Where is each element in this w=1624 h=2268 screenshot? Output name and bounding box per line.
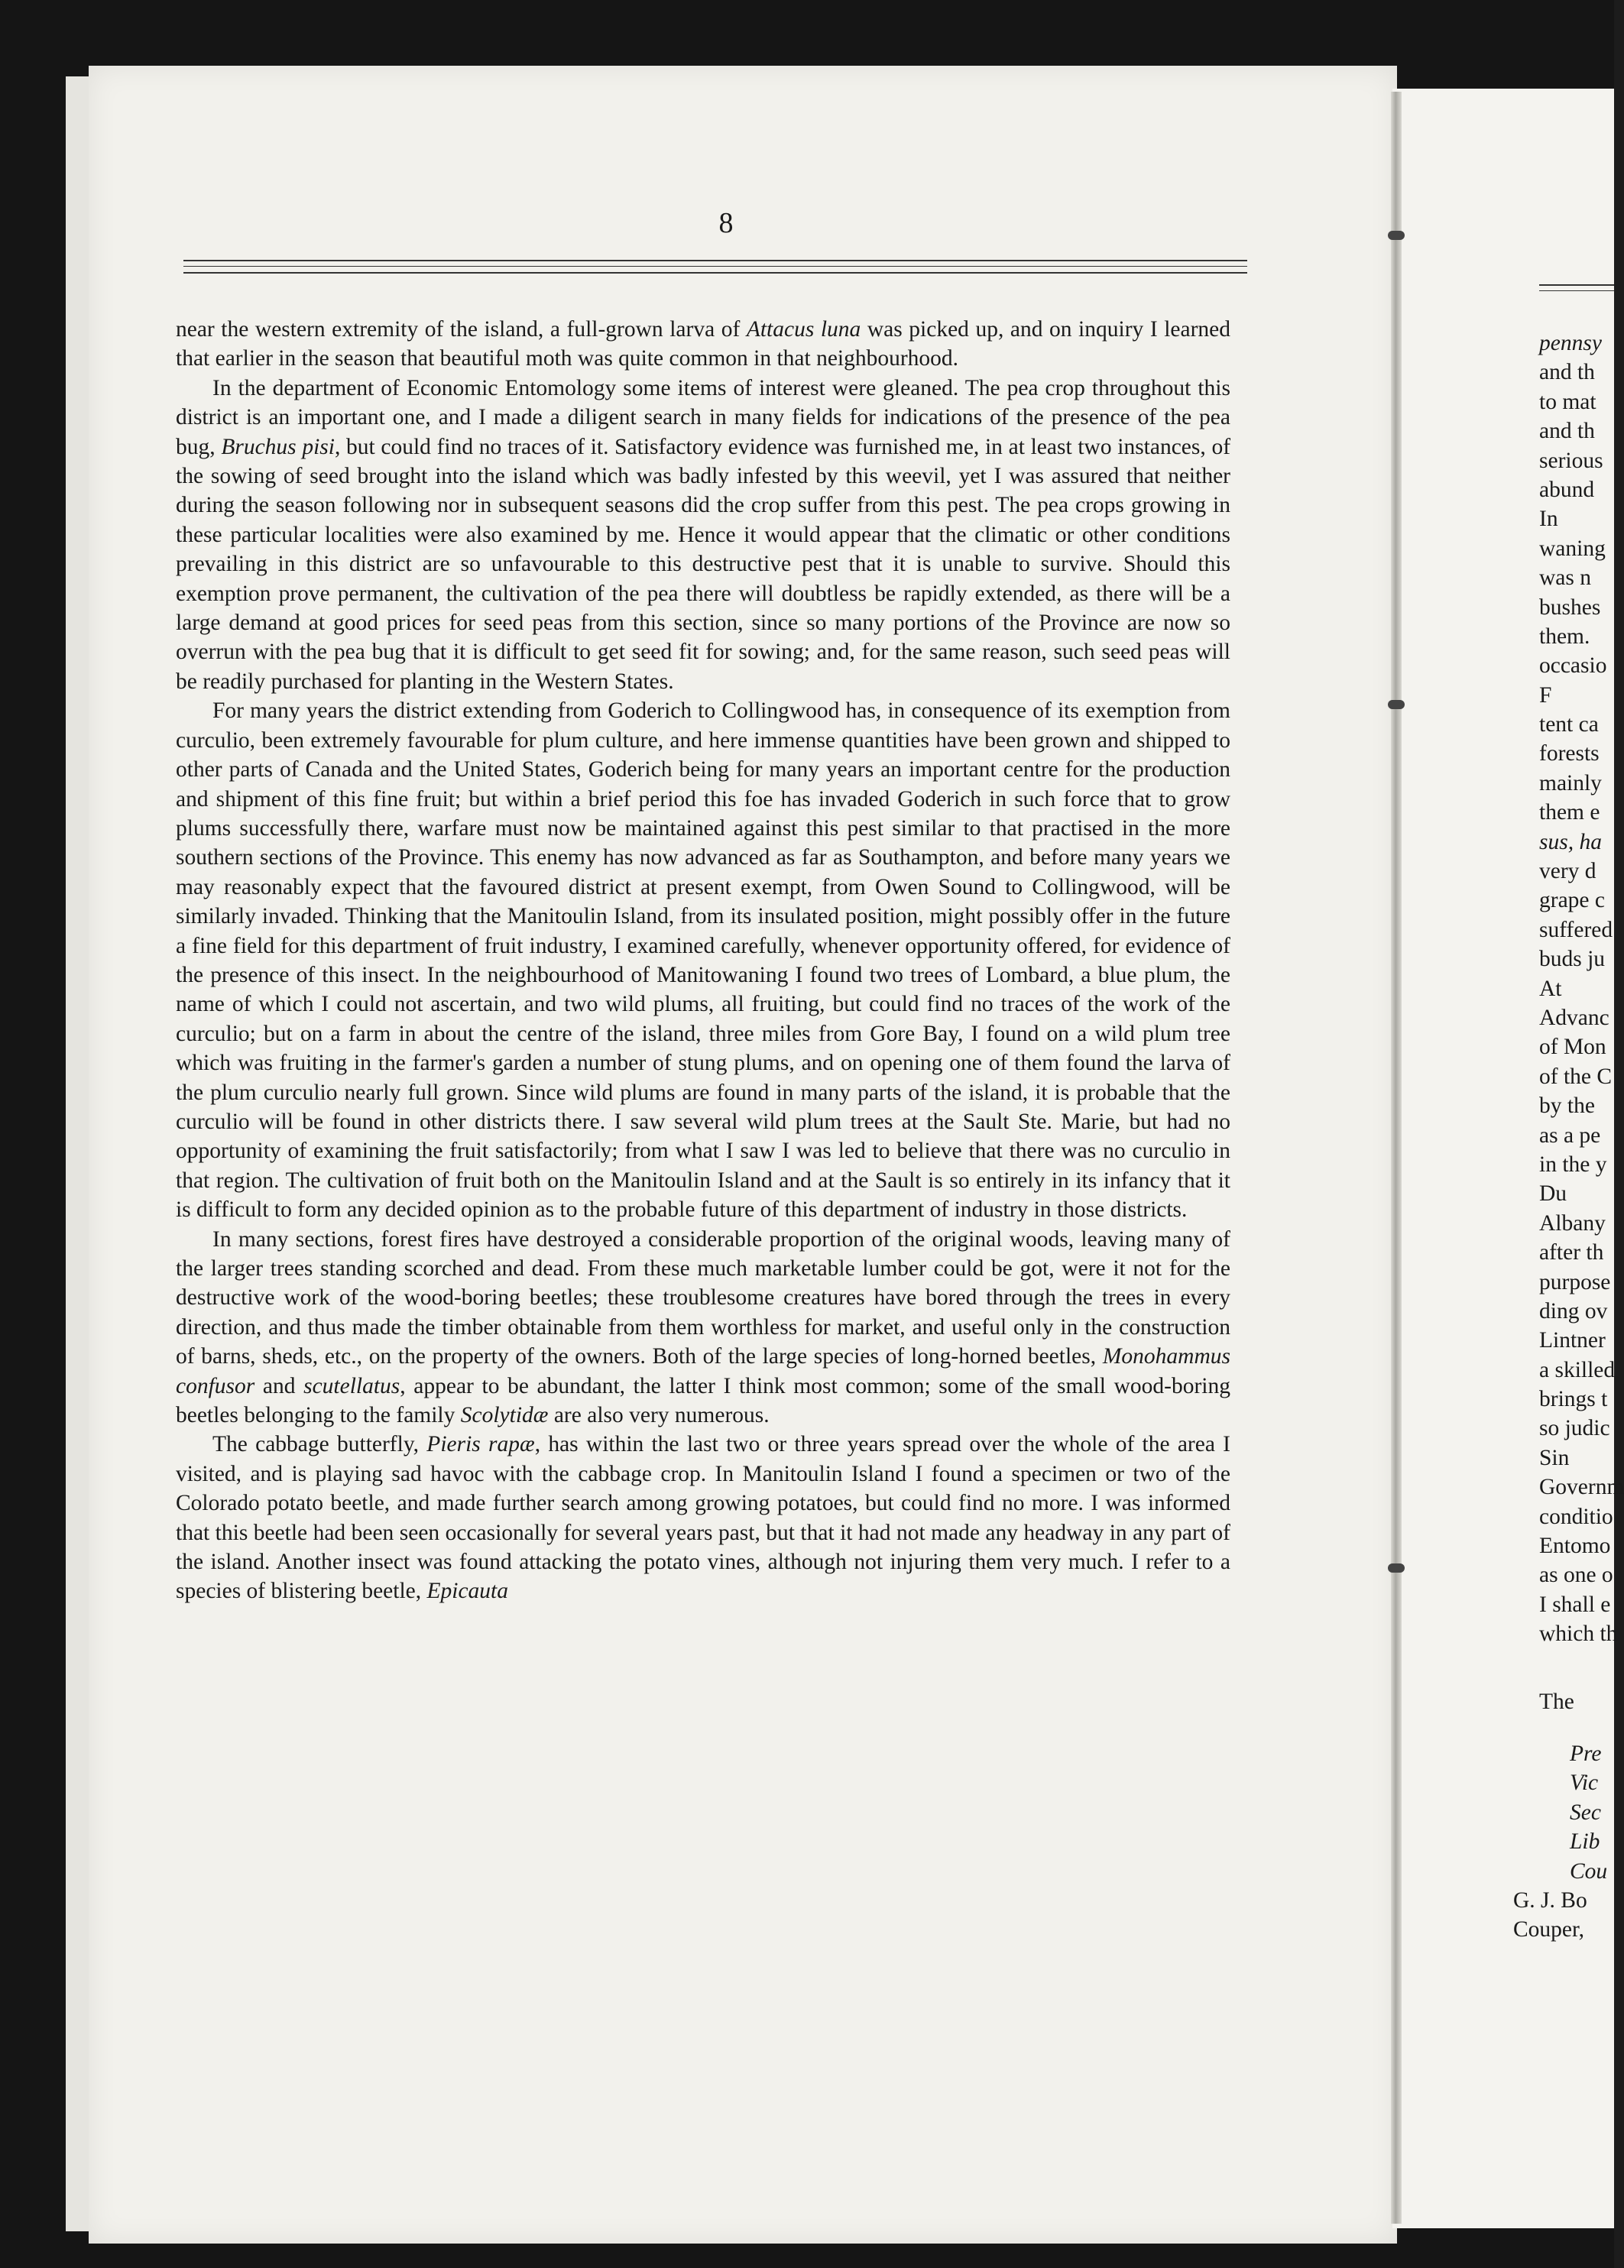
italic-term: Scolytidæ (460, 1403, 549, 1428)
right-page-line: Du (1539, 1181, 1567, 1207)
right-page-line: Entomo (1539, 1534, 1611, 1559)
right-page-line: Sin (1539, 1445, 1570, 1470)
right-page-line: suffered (1539, 917, 1613, 942)
right-page-line: of the C (1539, 1064, 1613, 1089)
right-page-line: bushes (1539, 595, 1601, 620)
right-page-line: tent ca (1539, 712, 1599, 737)
text-run: and (254, 1373, 304, 1398)
text-run: are also very numerous. (548, 1403, 770, 1428)
right-page-line: so judic (1539, 1416, 1610, 1441)
right-page-line: sus, ha (1539, 829, 1602, 854)
right-page-line: brings t (1539, 1387, 1608, 1412)
paragraph (176, 1225, 1230, 1430)
paragraph (176, 1430, 1230, 1605)
right-page-line: as a pe (1539, 1123, 1601, 1148)
right-page-line: waning (1539, 536, 1606, 561)
right-page-line: in the y (1539, 1152, 1607, 1177)
text-run: , appear to be abundant, the latter I think most common; some of the small wood-boring beetles belonging to the family (176, 1373, 1230, 1428)
right-page-line: Lintner (1539, 1328, 1606, 1353)
right-page-heading: The (1539, 1689, 1574, 1714)
paragraph (176, 696, 1230, 1224)
book-spine (1391, 92, 1402, 2224)
right-header-rule (1539, 290, 1614, 291)
right-page-line: At (1539, 976, 1562, 1001)
right-page-line: purpose (1539, 1269, 1611, 1294)
right-page-text (1513, 329, 1624, 1945)
paragraph (176, 374, 1230, 696)
text-run: , has within the last two or three years spread over the whole of the area I visited, and is playing sad havoc with the cabbage crop. In Manitoulin Island I found a specimen or two of the Colorado potato beetle, and made further search among growing potatoes, but could find no more. I was informed that this beetle had been seen occasionally for several years past, but that it had not made any headway in any part of the island. Another insect was found attacking the potato vines, although not injuring them very much. I refer to a species of blistering beetle, (176, 1432, 1231, 1604)
italic-term: Bruchus pisi (221, 434, 335, 459)
officer-name: G. J. Bo (1513, 1887, 1587, 1913)
right-page-line: which th (1539, 1622, 1618, 1647)
right-page-line: I shall e (1539, 1592, 1611, 1617)
binding-stitch (1388, 1563, 1405, 1573)
right-page-line: grape c (1539, 888, 1605, 913)
right-page-line: occasio (1539, 653, 1607, 679)
right-page-line: of Mon (1539, 1035, 1606, 1060)
right-page-line: a skilled (1539, 1357, 1616, 1382)
officer-title: Vic (1570, 1771, 1599, 1796)
header-rule (183, 272, 1247, 274)
page-stack-edge (66, 76, 92, 2231)
right-page-line: and th (1539, 419, 1595, 444)
binding-stitch (1388, 700, 1405, 709)
right-page-line: Advanc (1539, 1005, 1609, 1030)
header-rule (183, 266, 1247, 267)
header-rule (183, 260, 1247, 261)
right-page-line: ding ov (1539, 1298, 1608, 1324)
officer-title: Cou (1570, 1858, 1608, 1884)
right-page-line: them e (1539, 800, 1600, 825)
right-page-line: forests (1539, 741, 1600, 766)
italic-term: Pieris rapæ (426, 1432, 535, 1457)
spacer (1539, 1716, 1614, 1739)
right-page-line: In (1539, 507, 1558, 532)
text-run: The cabbage butterfly, (212, 1432, 427, 1457)
right-header-rule (1539, 284, 1614, 286)
text-run: In many sections, forest fires have destroyed a considerable proportion of the original woods, leaving many of the larger trees standing scorched and dead. From these much marketable lumber could be got, were it not for the destructive work of the wood-boring beetles; these troublesome creatures have bored through the trees in every direction, and thus made the timber obtainable from them worthless for market, and useful only in the construction of barns, sheds, etc., on the property of the owners. Both of the large species of long-horned beetles, (176, 1226, 1230, 1369)
italic-term: Attacus luna (746, 317, 861, 342)
body-text (176, 315, 1230, 1606)
text-run: near the western extremity of the island, a full-grown larva of (176, 317, 747, 342)
right-page-line: pennsy (1539, 331, 1602, 355)
right-page-line: was n (1539, 565, 1592, 591)
officer-title: Pre (1570, 1741, 1602, 1766)
right-page-line: F (1539, 682, 1552, 708)
text-run: For many years the district extending from Goderich to Collingwood has, in consequence of its exemption from curculio, been extremely favourable for plum culture, and here immense quantities have been grown and shipped to other parts of Canada and the United States, Goderich being for many years an important centre for the production and shipment of this fine fruit; but within a brief period this foe has invaded Goderich in such force that to grow plums successfully there, warfare must now be maintained against this pest similar to that practised in the more southern sections of the Province. This enemy has now advanced as far as Southampton, and before many years we may reasonably expect that the favoured district at present exempt, from Owen Sound to Collingwood, will be similarly invaded. Thinking that the Manitoulin Island, from its insulated position, might possibly offer in the future a fine field for this department of fruit industry, I examined carefully, whenever opportunity offered, for evidence of the presence of this insect. In the neighbourhood of Manitowaning I found two trees of Lombard, a blue plum, the name of which I could not ascertain, and two wild plums, all fruiting, but could find no traces of the work of the curculio; but on a farm in about the centre of the island, three miles from Gore Bay, I found on a wild plum tree which was fruiting in the farmer's garden a number of stung plums, and on opening one of them found the larva of the plum curculio nearly full grown. Since wild plums are found in many parts of the island, it is probable that the curculio will be found in other districts there. I saw several wild plum trees at the Sault Ste. Marie, but had no opportunity of examining the fruit satisfactorily; from what I saw I was led to believe that there was no curculio in that region. The cultivation of fruit both on the Manitoulin Island and at the Sault is so entirely in its infancy that it is difficult to form any decided opinion as to the probable future of this department of industry in those districts. (176, 698, 1230, 1223)
text-run: In the department of Economic Entomology some items of interest were gleaned. The pea crop throughout this district is an important one, and I made a diligent search in many fields for indications of the presence of the pea bug, (176, 375, 1230, 459)
italic-term: Epicauta (426, 1579, 509, 1604)
right-page-line: Albany (1539, 1210, 1606, 1236)
right-page-line: Governm (1539, 1475, 1624, 1500)
italic-term: scutellatus (303, 1373, 400, 1398)
right-page-line: serious (1539, 448, 1603, 473)
spacer (1539, 1649, 1614, 1672)
italic-term: Monohammus confusor (176, 1344, 1230, 1398)
right-page-line: abund (1539, 477, 1595, 502)
officer-title: Sec (1570, 1800, 1601, 1825)
right-page-line: to mat (1539, 389, 1596, 414)
right-page-line: buds ju (1539, 947, 1606, 972)
officer-name: Couper, (1513, 1917, 1585, 1942)
text-run: , but could find no traces of it. Satisfactory evidence was furnished me, in at least two instances, of the sowing of seed brought into the island which was badly infested by this weevil, yet I was assured that neither during the season following nor in subsequent seasons did the crop suffer from this pest. The pea crops growing in these particular localities were also examined by me. Hence it would appear that the climatic or other conditions prevailing in this district are so unfavourable to this destructive pest that it is unable to survive. Should this exemption prove permanent, the cultivation of the pea there will doubtless be rapidly extended, as there will be a large demand at good prices for seed peas from this section, since so many portions of the Province are now so overrun with the pea bug that it is difficult to get seed fit for sowing; and, for the same reason, such seed peas will be readily purchased for planting in the Western States. (176, 434, 1231, 694)
right-page-line: mainly (1539, 770, 1602, 795)
text-run: was picked up, and on inquiry I learned that earlier in the season that beautiful moth was quite common in that neighbourhood. (176, 317, 1230, 371)
paragraph (176, 315, 1230, 374)
right-page-line: after th (1539, 1240, 1604, 1265)
right-page-line: by the (1539, 1094, 1595, 1119)
binding-stitch (1388, 231, 1405, 240)
right-page-line: as one o (1539, 1563, 1613, 1588)
right-page-line: very d (1539, 859, 1596, 884)
right-page-line: conditio (1539, 1504, 1613, 1529)
right-page-line: them. (1539, 624, 1590, 649)
officer-title: Lib (1570, 1829, 1600, 1855)
page-number: 8 (718, 207, 734, 239)
right-page-line: and th (1539, 360, 1595, 385)
